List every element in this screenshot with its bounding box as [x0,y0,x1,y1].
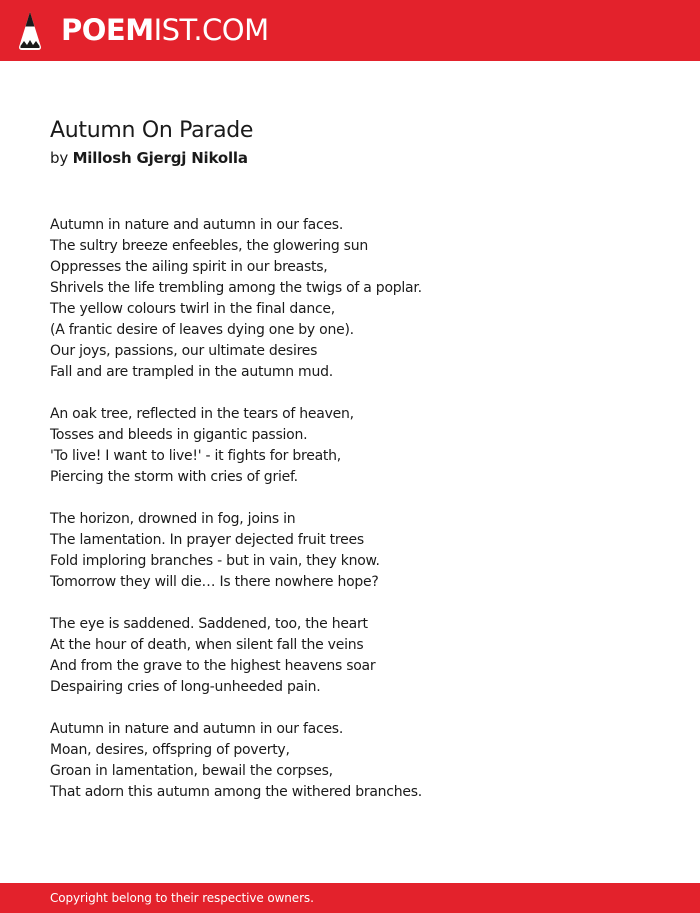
poem-body [50,215,670,803]
stanza [50,614,670,698]
poem-line: At the hour of death, when silent fall the veins [50,637,364,653]
poem-line: Our joys, passions, our ultimate desires [50,343,318,359]
logo-bold-text: POEM [61,13,154,47]
stanza [50,509,670,593]
copyright-notice: Copyright belong to their respective owners. [50,891,314,905]
poem-line: Autumn in nature and autumn in our faces. [50,217,344,233]
stanza [50,719,670,803]
poem-line: Groan in lamentation, bewail the corpses, [50,763,333,779]
poem-title: Autumn On Parade [50,118,254,143]
by-label: by [50,149,68,167]
poem-line: Tosses and bleeds in gigantic passion. [50,427,308,443]
site-logo-link[interactable] [17,11,269,51]
poem-line: Moan, desires, offspring of poverty, [50,742,290,758]
poem-line: That adorn this autumn among the withered branches. [50,784,422,800]
poem-line: Shrivels the life trembling among the twigs of a poplar. [50,280,422,296]
poem-line: Piercing the storm with cries of grief. [50,469,298,485]
poem-line: The horizon, drowned in fog, joins in [50,511,296,527]
poem-line: Fall and are trampled in the autumn mud. [50,364,333,380]
poem-line: The sultry breeze enfeebles, the glowering sun [50,238,368,254]
stanza [50,404,670,488]
poem-byline [50,146,670,170]
poem-line: (A frantic desire of leaves dying one by one). [50,322,354,338]
poem-line: The lamentation. In prayer dejected fruit trees [50,532,364,548]
poem-content [50,116,670,824]
poem-line: Tomorrow they will die… Is there nowhere hope? [50,574,379,590]
site-logo-text [61,13,269,47]
poem-line: The yellow colours twirl in the final dance, [50,301,335,317]
poem-line: Despairing cries of long-unheeded pain. [50,679,321,695]
pencil-tip-icon [17,11,43,51]
poem-line: Fold imploring branches - but in vain, they know. [50,553,380,569]
poem-line: 'To live! I want to live!' - it fights for breath, [50,448,341,464]
poem-author: Millosh Gjergj Nikolla [72,149,248,167]
poem-line: Oppresses the ailing spirit in our breasts, [50,259,328,275]
site-footer [0,883,700,913]
site-header [0,0,700,61]
poem-line: An oak tree, reflected in the tears of heaven, [50,406,354,422]
poem-line: And from the grave to the highest heavens soar [50,658,376,674]
poem-line: Autumn in nature and autumn in our faces. [50,721,344,737]
poem-line: The eye is saddened. Saddened, too, the heart [50,616,368,632]
stanza [50,215,670,383]
logo-light-text: IST.COM [153,13,269,47]
